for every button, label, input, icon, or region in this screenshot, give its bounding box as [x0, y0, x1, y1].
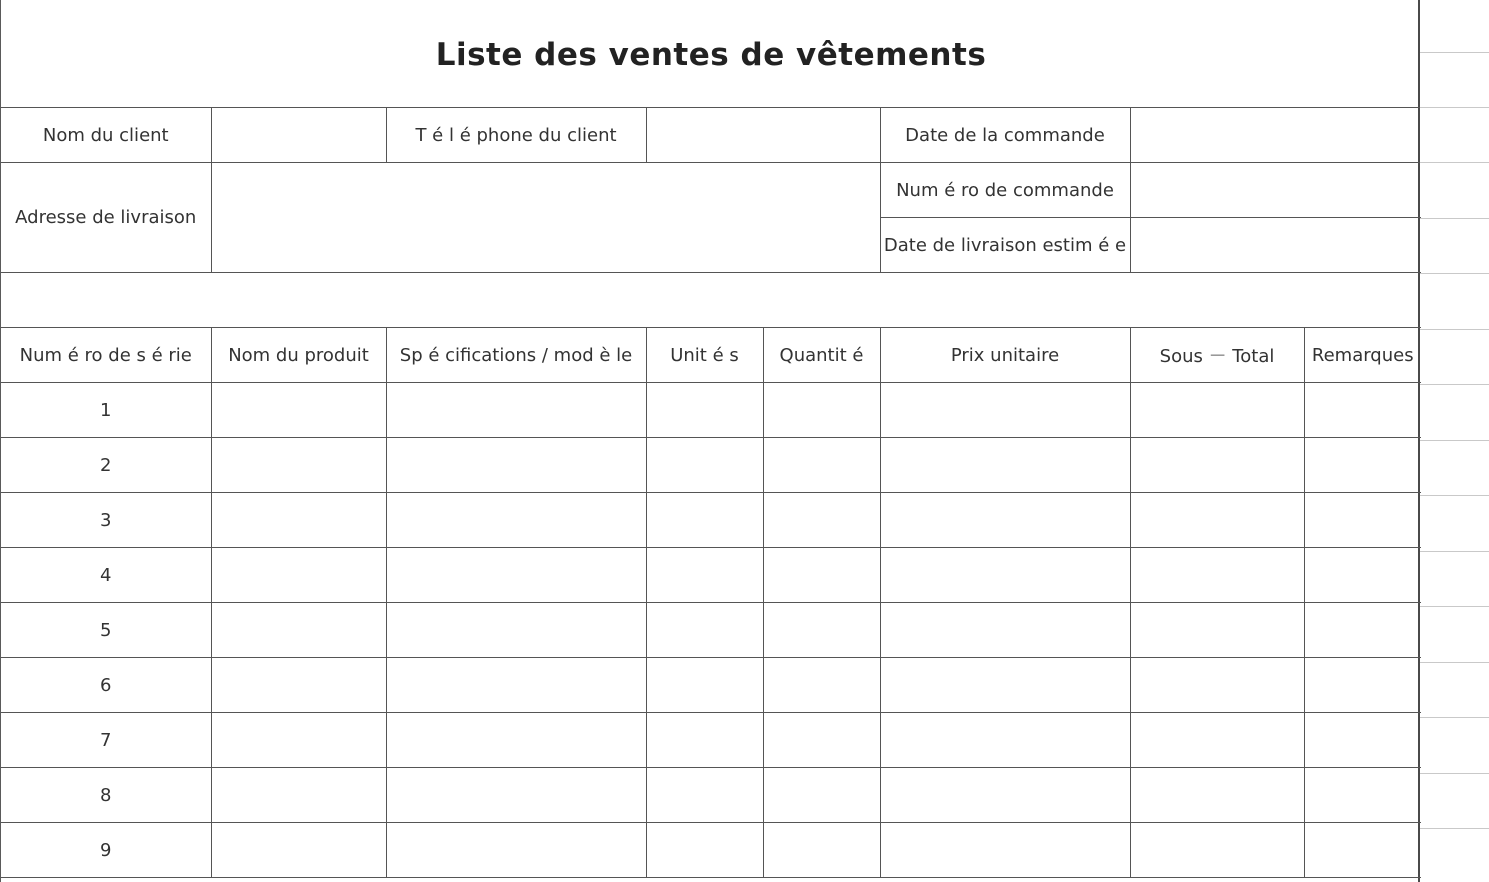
shipping-address-field[interactable]	[211, 163, 880, 273]
units-cell[interactable]	[646, 603, 763, 658]
estimated-delivery-field[interactable]	[1130, 218, 1421, 273]
gridline	[1420, 273, 1489, 274]
address-row	[1, 163, 1421, 218]
spacer-row	[1, 273, 1421, 328]
gridline	[1420, 717, 1489, 718]
serial-number-cell: 3	[1, 493, 211, 548]
column-header: Prix unitaire	[880, 328, 1130, 383]
remarks-cell[interactable]	[1304, 823, 1421, 878]
order-date-field[interactable]	[1130, 108, 1421, 163]
quantity-cell[interactable]	[763, 383, 880, 438]
estimated-delivery-label: Date de livraison estim é e	[880, 218, 1130, 273]
gridline	[1420, 162, 1489, 163]
client-info-row	[1, 108, 1421, 163]
sales-table	[1, 107, 1421, 878]
specifications-cell[interactable]	[386, 493, 646, 548]
spacer-cell	[1, 273, 1421, 328]
order-date-label: Date de la commande	[880, 108, 1130, 163]
unit-price-cell[interactable]	[880, 713, 1130, 768]
units-cell[interactable]	[646, 493, 763, 548]
product-name-cell[interactable]	[211, 658, 386, 713]
serial-number-cell: 1	[1, 383, 211, 438]
unit-price-cell[interactable]	[880, 603, 1130, 658]
quantity-cell[interactable]	[763, 658, 880, 713]
subtotal-cell[interactable]	[1130, 768, 1304, 823]
product-name-cell[interactable]	[211, 383, 386, 438]
unit-price-cell[interactable]	[880, 548, 1130, 603]
serial-number-cell: 8	[1, 768, 211, 823]
unit-price-cell[interactable]	[880, 658, 1130, 713]
product-name-cell[interactable]	[211, 768, 386, 823]
column-header: Unit é s	[646, 328, 763, 383]
subtotal-cell[interactable]	[1130, 713, 1304, 768]
remarks-cell[interactable]	[1304, 548, 1421, 603]
gridline	[1420, 218, 1489, 219]
product-name-cell[interactable]	[211, 603, 386, 658]
specifications-cell[interactable]	[386, 603, 646, 658]
order-number-field[interactable]	[1130, 163, 1421, 218]
quantity-cell[interactable]	[763, 768, 880, 823]
specifications-cell[interactable]	[386, 713, 646, 768]
gridline	[1420, 52, 1489, 53]
quantity-cell[interactable]	[763, 548, 880, 603]
subtotal-cell[interactable]	[1130, 823, 1304, 878]
table-row	[1, 438, 1421, 493]
serial-number-cell: 5	[1, 603, 211, 658]
gridline	[1420, 828, 1489, 829]
product-name-cell[interactable]	[211, 493, 386, 548]
table-row	[1, 383, 1421, 438]
unit-price-cell[interactable]	[880, 438, 1130, 493]
remarks-cell[interactable]	[1304, 768, 1421, 823]
table-row	[1, 823, 1421, 878]
unit-price-cell[interactable]	[880, 493, 1130, 548]
serial-number-cell: 9	[1, 823, 211, 878]
subtotal-cell[interactable]	[1130, 658, 1304, 713]
table-row	[1, 493, 1421, 548]
product-name-cell[interactable]	[211, 823, 386, 878]
specifications-cell[interactable]	[386, 823, 646, 878]
serial-number-cell: 4	[1, 548, 211, 603]
specifications-cell[interactable]	[386, 438, 646, 493]
gridline	[1420, 551, 1489, 552]
column-header-row	[1, 328, 1421, 383]
gridline	[1420, 329, 1489, 330]
serial-number-cell: 6	[1, 658, 211, 713]
specifications-cell[interactable]	[386, 383, 646, 438]
spreadsheet-gridlines	[1420, 0, 1489, 882]
gridline	[1420, 495, 1489, 496]
client-phone-label: T é l é phone du client	[386, 108, 646, 163]
serial-number-cell: 7	[1, 713, 211, 768]
gridline	[1420, 440, 1489, 441]
column-header: Sp é cifications / mod è le	[386, 328, 646, 383]
gridline	[1420, 606, 1489, 607]
subtotal-cell[interactable]	[1130, 383, 1304, 438]
column-header: Sous － Total	[1130, 328, 1304, 383]
column-header: Nom du produit	[211, 328, 386, 383]
units-cell[interactable]	[646, 383, 763, 438]
subtotal-cell[interactable]	[1130, 548, 1304, 603]
column-header: Remarques	[1304, 328, 1421, 383]
units-cell[interactable]	[646, 438, 763, 493]
remarks-cell[interactable]	[1304, 658, 1421, 713]
remarks-cell[interactable]	[1304, 493, 1421, 548]
client-name-label: Nom du client	[1, 108, 211, 163]
remarks-cell[interactable]	[1304, 603, 1421, 658]
units-cell[interactable]	[646, 768, 763, 823]
page-title: Liste des ventes de vêtements	[435, 37, 987, 73]
specifications-cell[interactable]	[386, 658, 646, 713]
table-row	[1, 603, 1421, 658]
client-name-field[interactable]	[211, 108, 386, 163]
unit-price-cell[interactable]	[880, 768, 1130, 823]
product-name-cell[interactable]	[211, 713, 386, 768]
specifications-cell[interactable]	[386, 768, 646, 823]
table-row	[1, 713, 1421, 768]
gridline	[1420, 384, 1489, 385]
remarks-cell[interactable]	[1304, 383, 1421, 438]
table-row	[1, 548, 1421, 603]
product-name-cell[interactable]	[211, 548, 386, 603]
remarks-cell[interactable]	[1304, 438, 1421, 493]
subtotal-cell[interactable]	[1130, 493, 1304, 548]
serial-number-cell: 2	[1, 438, 211, 493]
quantity-cell[interactable]	[763, 438, 880, 493]
quantity-cell[interactable]	[763, 603, 880, 658]
specifications-cell[interactable]	[386, 548, 646, 603]
product-name-cell[interactable]	[211, 438, 386, 493]
table-row	[1, 768, 1421, 823]
gridline	[1420, 662, 1489, 663]
quantity-cell[interactable]	[763, 493, 880, 548]
client-phone-field[interactable]	[646, 108, 880, 163]
remarks-cell[interactable]	[1304, 713, 1421, 768]
subtotal-cell[interactable]	[1130, 438, 1304, 493]
column-header: Quantit é	[763, 328, 880, 383]
item-rows	[1, 383, 1421, 878]
units-cell[interactable]	[646, 713, 763, 768]
shipping-address-label: Adresse de livraison	[1, 163, 211, 273]
quantity-cell[interactable]	[763, 823, 880, 878]
units-cell[interactable]	[646, 548, 763, 603]
units-cell[interactable]	[646, 658, 763, 713]
quantity-cell[interactable]	[763, 713, 880, 768]
order-number-label: Num é ro de commande	[880, 163, 1130, 218]
gridline	[1420, 107, 1489, 108]
unit-price-cell[interactable]	[880, 823, 1130, 878]
table-row	[1, 658, 1421, 713]
column-header: Num é ro de s é rie	[1, 328, 211, 383]
unit-price-cell[interactable]	[880, 383, 1130, 438]
units-cell[interactable]	[646, 823, 763, 878]
gridline	[1420, 773, 1489, 774]
subtotal-cell[interactable]	[1130, 603, 1304, 658]
